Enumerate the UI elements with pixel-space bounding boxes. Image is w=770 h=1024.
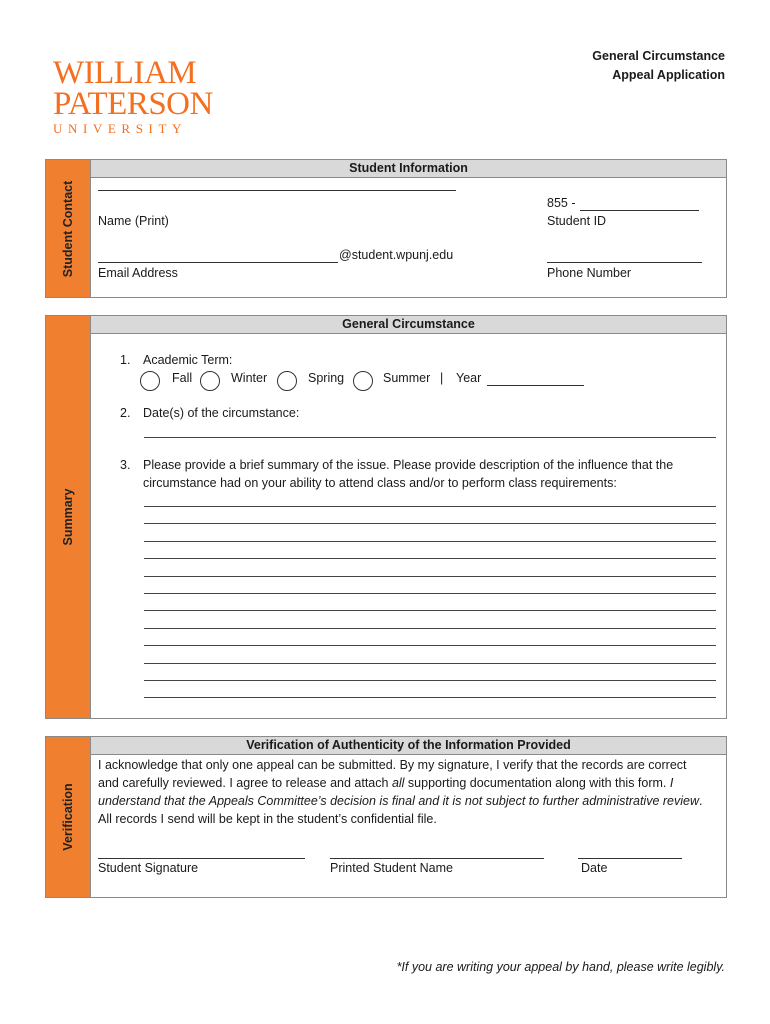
radio-fall[interactable] [140, 371, 160, 391]
summary-label: Summary [61, 488, 75, 546]
verification-sidebar [46, 737, 91, 897]
summary-sidebar [46, 316, 91, 718]
general-circumstance-header: General Circumstance [91, 316, 726, 334]
verification-line-3: understand that the Appeals Committee’s decision is final and it is not subject to further administrative review. [98, 794, 703, 808]
email-suffix: @student.wpunj.edu [339, 248, 454, 262]
verification-header: Verification of Authenticity of the Information Provided [91, 737, 726, 755]
printed-name-label: Printed Student Name [330, 861, 453, 875]
student-information-header: Student Information [91, 160, 726, 178]
summary-line[interactable] [144, 610, 716, 611]
term-separator: | [440, 371, 444, 385]
verification-line-2: and carefully reviewed. I agree to release and attach all supporting documentation along with this form. I [98, 776, 674, 790]
date-field[interactable] [578, 858, 682, 859]
summary-line[interactable] [144, 663, 716, 664]
verification-text [98, 756, 718, 828]
term-spring-label: Spring [308, 371, 345, 385]
summary-line[interactable] [144, 680, 716, 681]
date-label: Date [581, 861, 608, 875]
title-line-2: Appeal Application [612, 68, 725, 82]
student-contact-label: Student Contact [61, 180, 75, 277]
question-1-label: Academic Term: [143, 353, 233, 367]
question-2-number: 2. [120, 406, 131, 420]
question-2-label: Date(s) of the circumstance: [143, 406, 300, 420]
general-circumstance-section [45, 315, 727, 719]
question-3-number: 3. [120, 458, 131, 472]
handwriting-note: *If you are writing your appeal by hand, please write legibly. [396, 960, 725, 974]
name-label: Name (Print) [98, 214, 169, 228]
question-3-line-2: circumstance had on your ability to attend class and/or to perform class requirements: [143, 476, 617, 490]
verification-section [45, 736, 727, 898]
summary-line[interactable] [144, 541, 716, 542]
term-winter-label: Winter [231, 371, 268, 385]
verification-line-1: I acknowledge that only one appeal can be submitted. By my signature, I verify that the records are correct [98, 758, 687, 772]
year-field[interactable] [487, 385, 584, 386]
student-information-section [45, 159, 727, 298]
student-id-field[interactable] [580, 210, 699, 211]
signature-field[interactable] [98, 858, 305, 859]
question-3-line-1: Please provide a brief summary of the issue. Please provide description of the influence that the [143, 458, 674, 472]
email-field[interactable] [98, 262, 338, 263]
student-id-prefix: 855 - [547, 196, 576, 210]
university-logo [53, 55, 213, 136]
signature-label: Student Signature [98, 861, 199, 875]
document-title [592, 47, 725, 85]
logo-line-1: WILLIAM [53, 55, 197, 91]
name-field[interactable] [98, 190, 456, 191]
summary-line[interactable] [144, 645, 716, 646]
summary-line[interactable] [144, 697, 716, 698]
logo-line-2: PATERSON [53, 86, 213, 122]
summary-line[interactable] [144, 576, 716, 577]
radio-winter[interactable] [200, 371, 220, 391]
term-summer-label: Summer [383, 371, 431, 385]
dates-field[interactable] [144, 437, 716, 438]
student-id-label: Student ID [547, 214, 607, 228]
radio-summer[interactable] [353, 371, 373, 391]
summary-line[interactable] [144, 558, 716, 559]
question-1-number: 1. [120, 353, 131, 367]
summary-line[interactable] [144, 593, 716, 594]
student-contact-sidebar [46, 160, 91, 297]
phone-field[interactable] [547, 262, 702, 263]
summary-line[interactable] [144, 628, 716, 629]
email-label: Email Address [98, 266, 178, 280]
term-fall-label: Fall [172, 371, 193, 385]
verification-line-4: All records I send will be kept in the student’s confidential file. [98, 812, 437, 826]
summary-line[interactable] [144, 523, 716, 524]
summary-line[interactable] [144, 506, 716, 507]
phone-label: Phone Number [547, 266, 632, 280]
verification-label: Verification [61, 783, 75, 851]
title-line-1: General Circumstance [592, 49, 725, 63]
year-label: Year [456, 371, 482, 385]
radio-spring[interactable] [277, 371, 297, 391]
logo-line-3: UNIVERSITY [53, 121, 187, 136]
printed-name-field[interactable] [330, 858, 544, 859]
